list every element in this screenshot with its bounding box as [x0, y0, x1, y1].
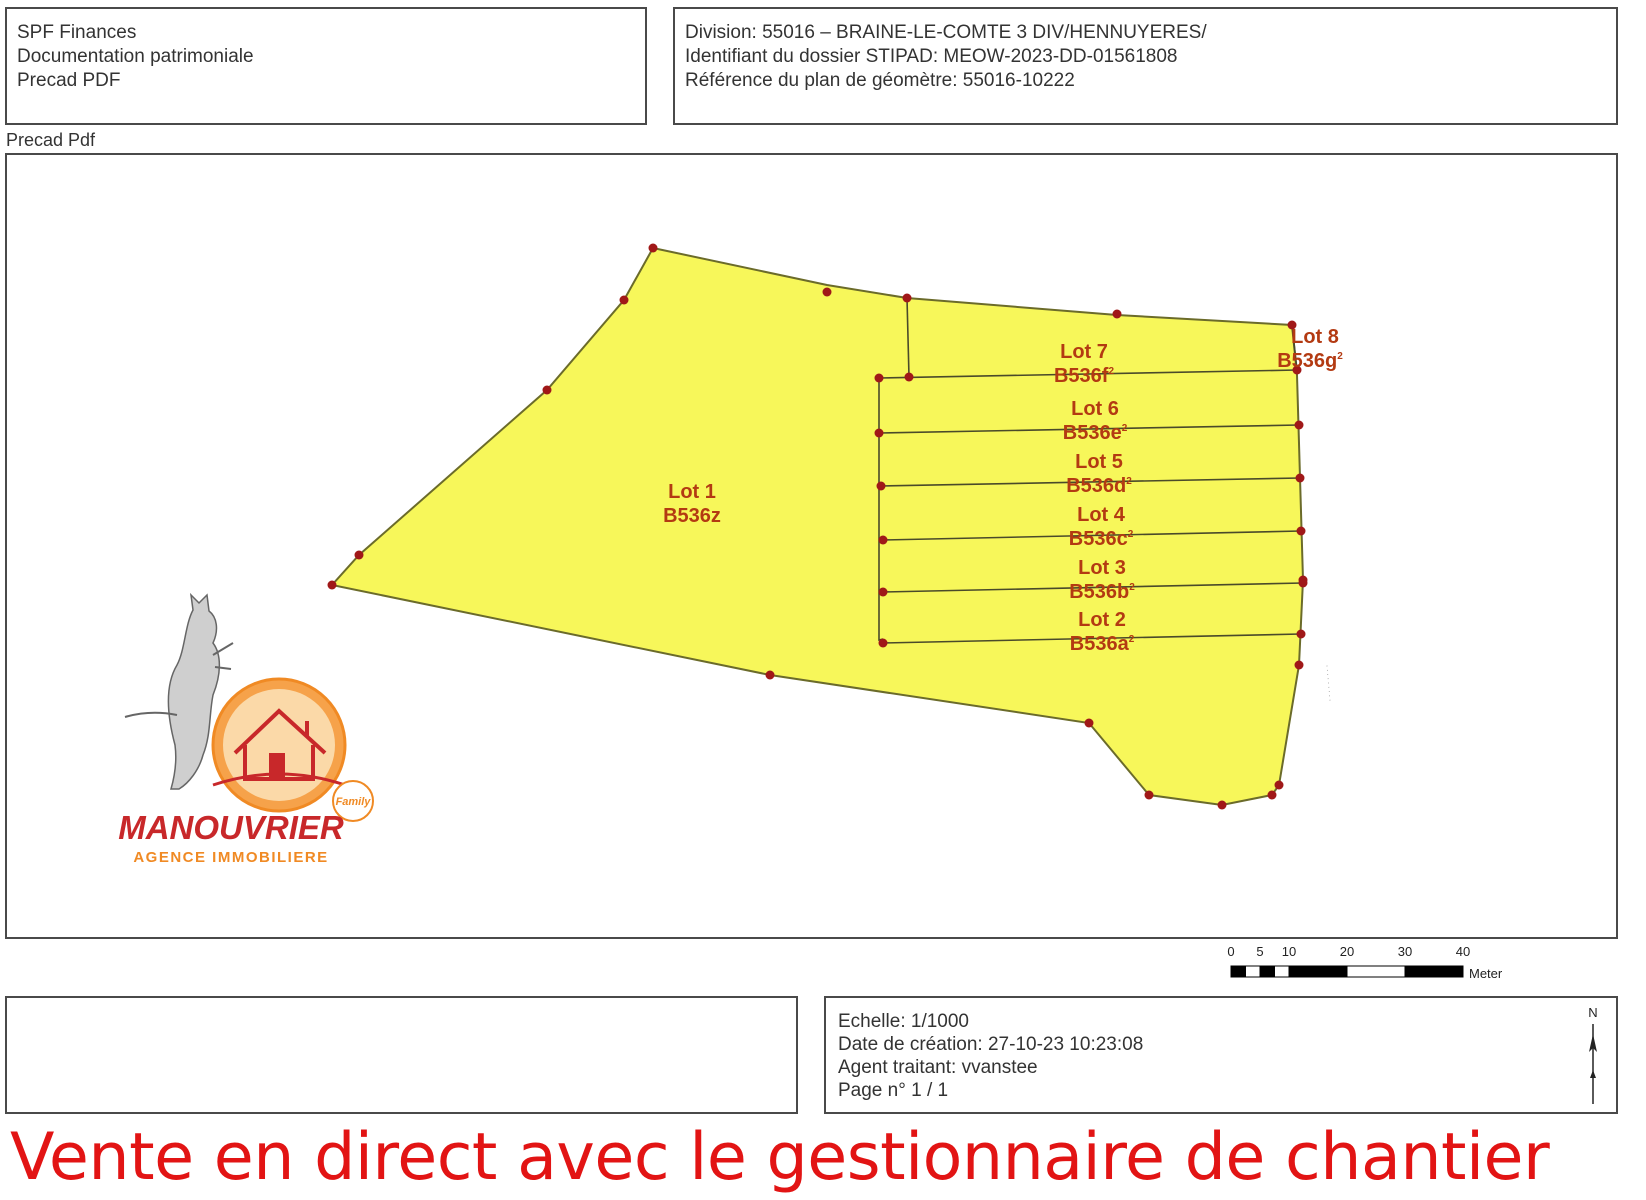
vertex: [1113, 310, 1122, 319]
map-caption: Precad Pdf: [6, 130, 96, 150]
vertex: [1295, 661, 1304, 670]
svg-text:B536b2: [1069, 581, 1135, 603]
footer-left-box: [5, 996, 798, 1114]
vertex: [875, 429, 884, 438]
vertex: [1297, 527, 1306, 536]
creation-date-line: Date de création: 27-10-23 10:23:08: [838, 1034, 1144, 1055]
vertex: [1218, 801, 1227, 810]
scale-segments: [1231, 966, 1463, 977]
north-label: N: [1588, 1005, 1598, 1020]
parcel-area: [332, 248, 1303, 805]
vertex: [823, 288, 832, 297]
vertex: [355, 551, 364, 560]
agent-line: Agent traitant: vvanstee: [838, 1057, 1038, 1078]
page-number-line: Page n° 1 / 1: [838, 1080, 949, 1101]
header-left-line: Precad PDF: [17, 70, 121, 91]
vertex: [879, 588, 888, 597]
header-right-box: [673, 7, 1618, 125]
vertex: [905, 373, 914, 382]
lot-name: Lot 5: [1075, 451, 1123, 473]
scale-tick: 5: [1256, 944, 1264, 959]
sales-banner: Vente en direct avec le gestionnaire de chantier: [10, 1120, 1550, 1195]
vertex: [620, 296, 629, 305]
lot-parcel-sup: 2: [1126, 476, 1132, 487]
scale-tick: 40: [1455, 944, 1471, 959]
scale-tick: 30: [1397, 944, 1413, 959]
lot-parcel-sup: 2: [1127, 529, 1134, 540]
vertex: [543, 386, 552, 395]
header-left-box: [5, 7, 647, 125]
vertex: [879, 536, 888, 545]
lot-parcel: B536d: [1066, 475, 1127, 497]
scale-tick: 20: [1339, 944, 1355, 959]
lot-parcel: B536z: [663, 505, 721, 527]
lot-name: Lot 4: [1077, 504, 1125, 526]
vertex: [875, 374, 884, 383]
svg-text:B536c2: [1069, 528, 1134, 550]
vertex: [1268, 791, 1277, 800]
lot-parcel: B536c: [1068, 528, 1128, 550]
north-arrow-icon: [1580, 1004, 1606, 1108]
vertex: [1085, 719, 1094, 728]
lot-parcel: B536a: [1069, 633, 1129, 655]
lot-name: Lot 8: [1291, 326, 1339, 348]
vertex: [1145, 791, 1154, 800]
lot-parcel-sup: 2: [1121, 423, 1128, 434]
vertex: [1299, 579, 1308, 588]
vertex: [766, 671, 775, 680]
footer-right-box: [824, 996, 1618, 1114]
vertex: [1297, 630, 1306, 639]
lot-parcel: B536f: [1053, 365, 1109, 387]
lot-name: Lot 3: [1078, 557, 1126, 579]
scale-tick: 0: [1227, 944, 1235, 959]
division-line: Division: 55016 – BRAINE-LE-COMTE 3 DIV/HENNUYERES/: [685, 22, 1207, 43]
lot-parcel-sup: 2: [1128, 634, 1135, 645]
vertex: [877, 482, 886, 491]
brand-subtitle: AGENCE IMMOBILIERE: [133, 849, 329, 866]
lot-name: Lot 2: [1078, 609, 1126, 631]
vertex: [903, 294, 912, 303]
scale-unit: Meter: [1469, 966, 1503, 981]
lot-parcel-sup: 2: [1337, 351, 1343, 362]
svg-text:B536d2: [1066, 475, 1132, 497]
street-label: · · · · · · · · ·: [1323, 664, 1334, 702]
svg-text:B536e2: [1063, 422, 1128, 444]
cadastral-map: [7, 155, 1616, 937]
cadastral-map-frame: [5, 153, 1618, 939]
vertex: [1295, 421, 1304, 430]
lot-parcel: B536b: [1069, 581, 1130, 603]
manouvrier-logo: [118, 595, 373, 866]
vertex: [328, 581, 337, 590]
lot-parcel-sup: 2: [1129, 582, 1135, 593]
svg-text:B536g2: [1277, 350, 1343, 372]
lot-name: Lot 1: [668, 481, 716, 503]
vertex: [1275, 781, 1284, 790]
lot-name: Lot 7: [1060, 341, 1108, 363]
lot-parcel-sup: 2: [1108, 366, 1115, 377]
lot-name: Lot 6: [1071, 398, 1119, 420]
scale-line: Echelle: 1/1000: [838, 1011, 969, 1032]
lot-parcel: B536g: [1277, 350, 1338, 372]
svg-text:B536a2: [1070, 633, 1135, 655]
dossier-id-line: Identifiant du dossier STIPAD: MEOW-2023-DD-01561808: [685, 46, 1178, 67]
vertex: [879, 639, 888, 648]
header-left-line: SPF Finances: [17, 22, 137, 43]
scale-tick: 10: [1281, 944, 1297, 959]
family-badge-text: Family: [335, 796, 371, 808]
vertex: [1296, 474, 1305, 483]
scale-bar: [1225, 942, 1525, 988]
brand-name: MANOUVRIER: [118, 809, 344, 846]
vertex: [649, 244, 658, 253]
svg-text:B536f2: [1054, 365, 1114, 387]
plan-reference-line: Référence du plan de géomètre: 55016-10222: [685, 70, 1075, 91]
header-left-line: Documentation patrimoniale: [17, 46, 254, 67]
lot-parcel: B536e: [1062, 422, 1122, 444]
